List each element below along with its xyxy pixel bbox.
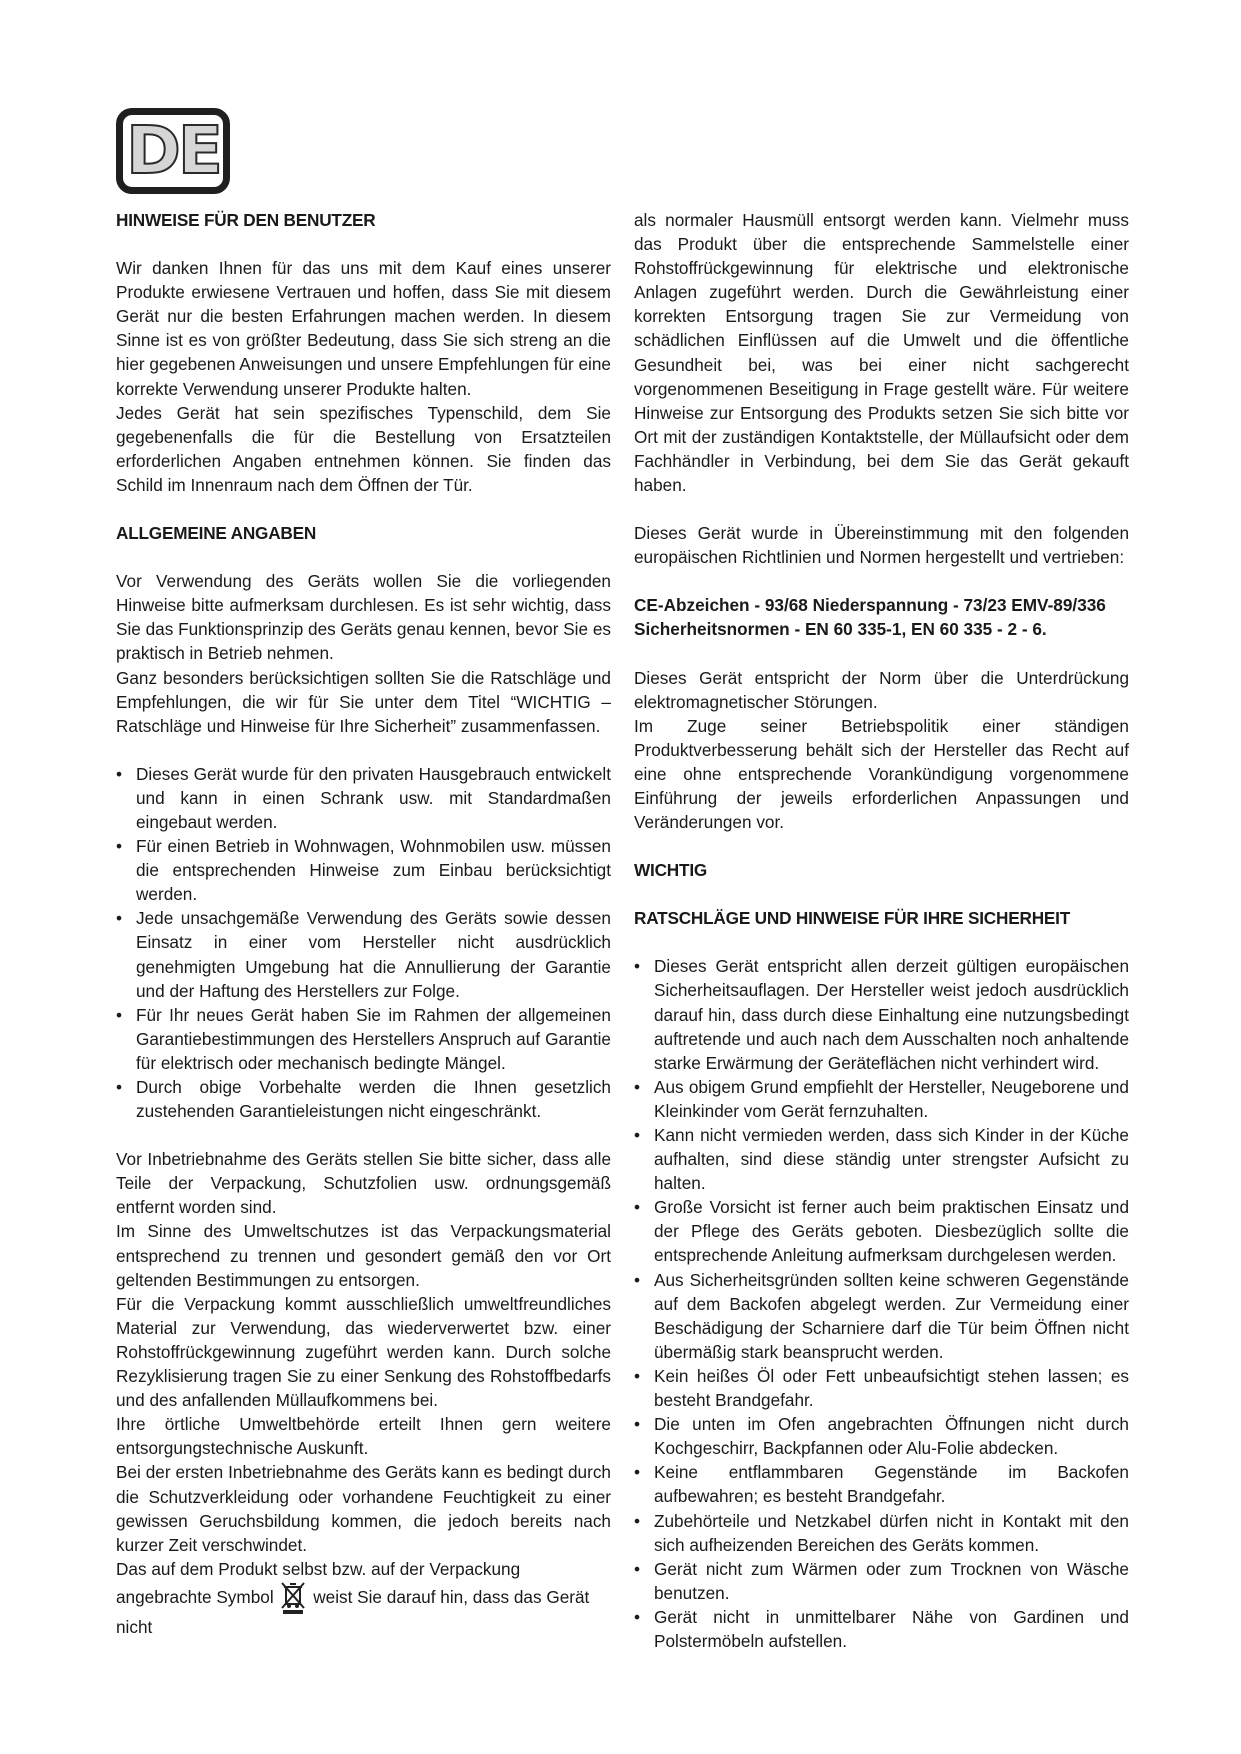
paragraph-recycling: Für die Verpackung kommt ausschließlich umweltfreundliches Material zur Verwendung, das wiederverwertet bzw. einer Rohstoffrückgewinnung zugeführt werden kann. Durch solche Rezyklisierung tragen Sie zu einer Senkung des Rohstoffbedarfs und des anfallenden Müllaufkommens bei. [116,1293,611,1411]
bullet-icon: • [116,1077,123,1097]
paragraph-first-use-smell: Bei der ersten Inbetriebnahme des Geräts kann es bedingt durch die Schutzverkleidung oder vorhandene Feuchtigkeit zu einer gewissen Geruchsbildung kommen, die jedoch bereits nach kurzer Zeit verschwindet. [116,1462,611,1555]
list-item: • Jede unsachgemäße Verwendung des Geräts sowie dessen Einsatz in einer vom Hersteller nicht ausdrücklich genehmigten Umgebung hat die Annullierung der Garantie und der Haftung des Herstellers zur Folge. [116,908,611,1001]
heading-important: WICHTIG [634,860,708,881]
list-item: • Für Ihr neues Gerät haben Sie im Rahmen der allgemeinen Garantiebestimmungen des Herstellers Anspruch auf Garantie für elektrisch oder mechanisch bedingte Mängel. [116,1004,611,1073]
bullet-icon: • [116,908,123,929]
norm-safety: Sicherheitsnormen - EN 60 335-1, EN 60 335 - 2 - 6. [634,619,1047,640]
bullet-icon: • [634,1197,641,1218]
bullet-icon: • [634,1269,641,1290]
paragraph-read-instructions: Vor Verwendung des Geräts wollen Sie die vorliegenden Hinweise bitte aufmerksam durchlesen. Es ist sehr wichtig, dass Sie das Funktionsprinzip des Geräts genau kennen, bevor Sie es praktisch in Betrieb nehmen. [116,571,611,664]
paragraph-packaging-removal: Vor Inbetriebnahme des Geräts stellen Sie bitte sicher, dass alle Teile der Verpackung, Schutzfolien usw. ordnungsgemäß entfernt worden sind. [116,1149,611,1218]
paragraph-policy: Im Zuge seiner Betriebspolitik einer ständigen Produktverbesserung behält sich der Hersteller das Recht auf eine ohne entsprechende Vorankündigung vorgenommene Einführung der jeweils erforderlichen Anpassungen und Veränderungen vor. [634,715,1129,833]
heading-safety-advice: RATSCHLÄGE UND HINWEISE FÜR IHRE SICHERHEIT [634,908,1071,929]
list-item: • Große Vorsicht ist ferner auch beim praktischen Einsatz und der Pflege des Geräts geboten. Diesbezüglich sollte die entsprechende Anleitung aufmerksam durchgelesen werden. [634,1197,1129,1266]
paragraph-rating-plate: Jedes Gerät hat sein spezifisches Typenschild, dem Sie gegebenenfalls die für die Bestellung von Ersatzteilen erforderlichen Angaben entnehmen können. Sie finden das Schild im Innenraum nach dem Öffnen der Tür. [116,402,611,495]
list-item: • Für einen Betrieb in Wohnwagen, Wohnmobilen usw. müssen die entsprechenden Hinweise zum Einbau berücksichtigt werden. [116,836,611,905]
paragraph-conformity: Dieses Gerät wurde in Übereinstimmung mit den folgenden europäischen Richtlinien und Normen hergestellt und vertrieben: [634,523,1129,568]
bullet-icon: • [634,1558,641,1579]
heading-user-notes: HINWEISE FÜR DEN BENUTZER [116,210,376,230]
paragraph-intro: Wir danken Ihnen für das uns mit dem Kauf eines unserer Produkte erwiesene Vertrauen und hoffen, dass Sie mit diesem Gerät nur die besten Erfahrungen machen werden. In diesem Sinne ist es von größter Bedeutung, dass Sie sich streng an die hier gegebenen Anweisungen und unsere Empfehlungen für eine korrekte Verwendung unserer Produkte halten. [116,258,611,399]
bullet-icon: • [634,1125,641,1145]
general-bullet-list [116,762,611,1123]
paragraph-emc: Dieses Gerät entspricht der Norm über die Unterdrückung elektromagnetischer Störungen. [634,667,1129,712]
list-item: • Keine entflammbaren Gegenstände im Backofen aufbewahren; es besteht Brandgefahr. [634,1462,1129,1507]
list-item: • Zubehörteile und Netzkabel dürfen nicht in Kontakt mit den sich aufheizenden Bereichen des Geräts kommen. [634,1510,1129,1555]
list-item: • Gerät nicht zum Wärmen oder zum Trocknen von Wäsche benutzen. [634,1558,1129,1603]
paragraph-disposal: als normaler Hausmüll entsorgt werden kann. Vielmehr muss das Produkt über die entsprechende Sammelstelle einer Rohstoffrückgewinnung für elektrische und elektronische Anlagen zugeführt werden. Durch die Gewährleistung einer korrekten Entsorgung tragen Sie zur Vermeidung von schädlichen Einflüssen auf die Umwelt und die öffentliche Gesundheit bei, was bei einer nicht sachgerecht vorgenommenen Beseitigung in Frage gestellt wäre. Für weitere Hinweise zur Entsorgung des Produkts setzen Sie sich bitte vor Ort mit der zuständigen Kontaktstelle, der Müllaufsicht oder dem Fachhändler in Verbindung, bei dem Sie das Gerät gekauft haben. [634,210,1129,496]
language-code: DE [126,112,220,189]
safety-bullet-list [634,954,1129,1653]
norm-ce-mark: CE-Abzeichen - 93/68 Niederspannung - 73/23 EMV-89/336 [634,595,1106,616]
bullet-icon: • [634,956,641,977]
bullet-icon: • [634,1414,641,1435]
bullet-icon: • [634,1606,641,1627]
bullet-icon: • [116,836,123,857]
left-column [116,208,611,1639]
bullet-icon: • [634,1365,641,1386]
list-item: • Aus Sicherheitsgründen sollten keine schweren Gegenstände auf dem Backofen abgelegt werden. Zur Vermeidung einer Beschädigung der Scharniere darf die Tür beim Öffnen nicht übermäßig stark beansprucht werden. [634,1269,1129,1362]
bullet-icon: • [116,1004,123,1025]
list-item: • Durch obige Vorbehalte werden die Ihnen gesetzlich zustehenden Garantieleistungen nicht eingeschränkt. [116,1077,611,1122]
bullet-icon: • [634,1510,641,1531]
language-badge [116,108,230,194]
list-item: • Die unten im Ofen angebrachten Öffnungen nicht durch Kochgeschirr, Backpfannen oder Alu-Folie abdecken. [634,1414,1129,1459]
bullet-icon: • [634,1462,641,1483]
paragraph-symbol: Das auf dem Produkt selbst bzw. auf der Verpackung angebrachte Symbol weist Sie darauf hin, dass das Gerät nicht [116,1558,590,1637]
list-item: • Aus obigem Grund empfiehlt der Hersteller, Neugeborene und Kleinkinder vom Gerät fernzuhalten. [634,1076,1129,1121]
heading-general-info: ALLGEMEINE ANGABEN [116,523,317,544]
list-item: • Gerät nicht in unmittelbarer Nähe von Gardinen und Polstermöbeln aufstellen. [634,1606,1129,1651]
bullet-icon: • [116,763,123,784]
list-item: • Dieses Gerät wurde für den privaten Hausgebrauch entwickelt und kann in einen Schrank usw. mit Standardmaßen eingebaut werden. [116,763,611,832]
right-column [634,208,1129,1653]
paragraph-environment: Im Sinne des Umweltschutzes ist das Verpackungsmaterial entsprechend zu trennen und gesondert gemäß den vor Ort geltenden Bestimmungen zu entsorgen. [116,1221,611,1290]
paragraph-advice: Ganz besonders berücksichtigen sollten Sie die Ratschläge und Empfehlungen, die wir für Sie unter dem Titel “WICHTIG – Ratschläge und Hinweise für Ihre Sicherheit” zusammenfassen. [116,667,611,736]
list-item: • Kein heißes Öl oder Fett unbeaufsichtigt stehen lassen; es besteht Brandgefahr. [634,1365,1129,1411]
list-item: • Kann nicht vermieden werden, dass sich Kinder in der Küche aufhalten, sind diese ständig unter strengster Aufsicht zu halten. [634,1125,1129,1194]
bullet-icon: • [634,1076,641,1097]
paragraph-authority: Ihre örtliche Umweltbehörde erteilt Ihnen gern weitere entsorgungstechnische Auskunft. [116,1414,611,1459]
list-item: • Dieses Gerät entspricht allen derzeit gültigen europäischen Sicherheitsauflagen. Der Hersteller weist jedoch ausdrücklich darauf hin, dass durch diese Einhaltung eine nutzungsbedingt auftretende und auch nach dem Ausschalten noch anhaltende starke Erwärmung der Geräteflächen nicht verhindert wird. [634,956,1129,1073]
crossed-bin-icon [280,1581,306,1615]
